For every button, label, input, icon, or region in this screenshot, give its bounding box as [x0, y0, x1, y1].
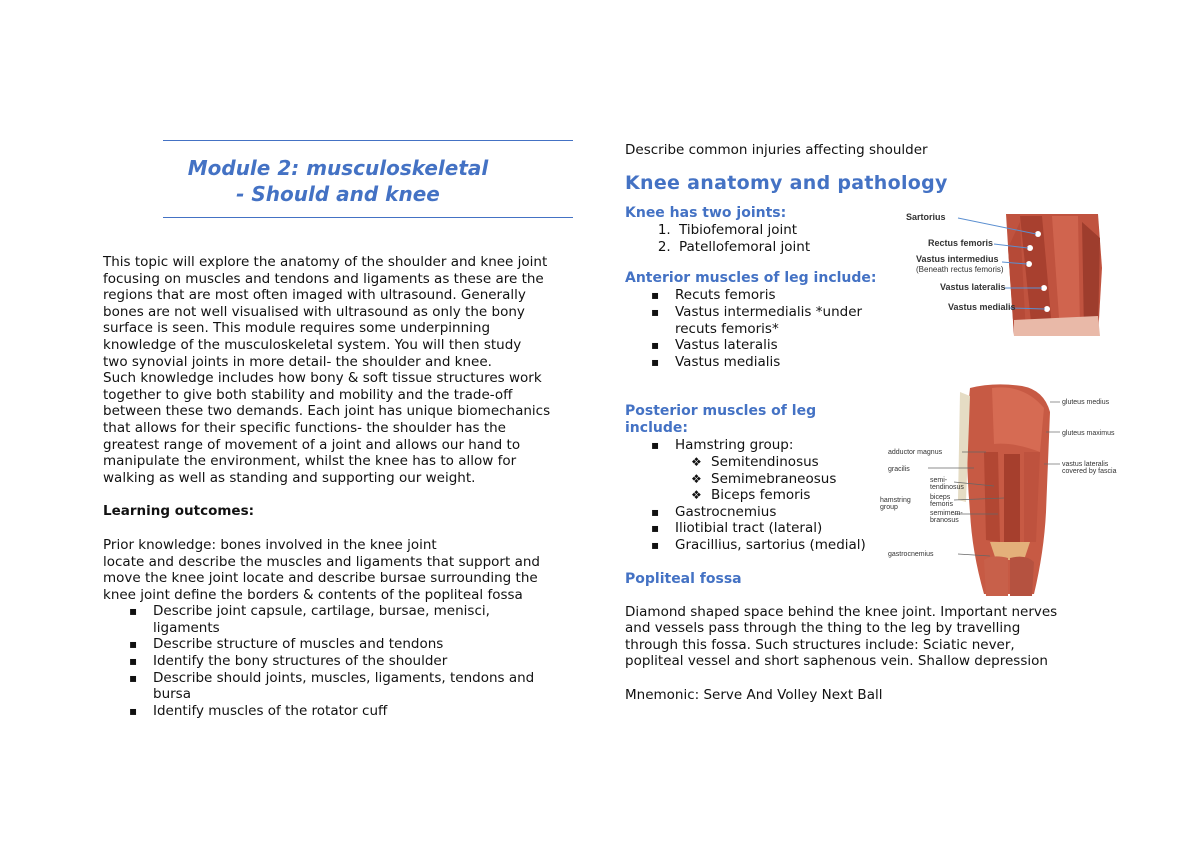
list-item: ❖ Biceps femoris: [711, 487, 1145, 504]
prior-knowledge-paragraph: [103, 537, 573, 603]
popliteal-line: through this fossa. Such structures include: Sciatic never,: [625, 636, 1015, 653]
popliteal-line: and vessels pass through the thing to the leg by travelling: [625, 620, 1021, 637]
intro-line: walking as well as standing and supporting our weight.: [103, 469, 476, 486]
figure-label: vastus lateralis: [1062, 461, 1109, 468]
figure-label: semi-: [930, 477, 948, 484]
figure-label: covered by fascia: [1062, 468, 1117, 475]
mnemonic-line: Mnemonic: Serve And Volley Next Ball: [625, 686, 883, 703]
list-item: ▪ Hamstring group:: [675, 437, 875, 454]
intro-line: greatest range of movement of a joint and allows our hand to: [103, 436, 521, 453]
title-line-1: Module 2: musculoskeletal: [187, 156, 489, 180]
title-top-rule: [163, 140, 573, 141]
list-item: ▪ Iliotibial tract (lateral): [675, 520, 875, 537]
list-item: ▪ Describe should joints, muscles, ligaments, tendons and bursa: [153, 670, 563, 703]
figure-label: semimem-: [930, 510, 963, 517]
list-item: ▪ Vastus medialis: [675, 354, 895, 371]
figure-label: femoris: [930, 501, 953, 508]
figure-label: (Beneath rectus femoris): [916, 265, 1004, 274]
figure-label: Vastus medialis: [948, 302, 1016, 312]
intro-line: two synovial joints in more detail- the shoulder and knee.: [103, 353, 492, 370]
list-item: 1. Tibiofemoral joint: [675, 222, 1145, 239]
anterior-muscles-heading: Anterior muscles of leg include:: [625, 270, 877, 287]
intro-line: surface is seen. This module requires some underpinning: [103, 320, 491, 337]
figure-label: gastrocnemius: [888, 551, 934, 558]
intro-line: that allows for their specific functions- the shoulder has the: [103, 419, 506, 436]
module-title: [103, 155, 573, 207]
popliteal-line: popliteal vessel and short saphenous vein. Shallow depression: [625, 653, 1048, 670]
list-item: ▪ Describe structure of muscles and tendons: [153, 636, 513, 653]
intro-line: This topic will explore the anatomy of the shoulder and knee joint: [103, 254, 548, 270]
intro-line: Such knowledge includes how bony & soft tissue structures work: [103, 370, 542, 387]
figure-label: branosus: [930, 517, 959, 524]
list-item: 2. Patellofemoral joint: [675, 239, 1145, 256]
figure-label: Sartorius: [906, 212, 946, 222]
list-item: ▪ Identify muscles of the rotator cuff: [153, 703, 513, 720]
prior-line: Prior knowledge: bones involved in the knee joint: [103, 536, 437, 553]
intro-paragraph: [103, 254, 573, 486]
intro-line: manipulate the environment, whilst the knee has to allow for: [103, 453, 517, 470]
figure-label: gluteus medius: [1062, 399, 1110, 406]
prior-line: knee joint define the borders & contents of the popliteal fossa: [103, 586, 523, 603]
posterior-muscles-heading: Posterior muscles of leg include:: [625, 403, 817, 437]
list-item: ▪ Vastus lateralis: [675, 337, 895, 354]
figure-label: group: [880, 504, 898, 511]
posterior-muscles-list: [625, 437, 875, 454]
title-bottom-rule: [163, 217, 573, 218]
list-item: ❖ Semimebraneosus: [711, 471, 1145, 488]
figure-label: tendinosus: [930, 484, 964, 491]
list-item: ▪ Gastrocnemius: [675, 504, 875, 521]
figure-label: Rectus femoris: [928, 238, 994, 248]
outcomes-list: [103, 603, 535, 719]
posterior-thigh-figure: [874, 382, 1124, 604]
left-column: [103, 140, 573, 719]
list-item: ▪ Describe joint capsule, cartilage, bursae, menisci, ligaments: [153, 603, 513, 636]
anterior-thigh-figure: [902, 208, 1118, 340]
figure-label: Vastus lateralis: [940, 282, 1006, 292]
list-item: ▪ Vastus intermedialis *under recuts femoris*: [675, 304, 895, 337]
describe-injuries-line: Describe common injuries affecting shoulder: [625, 142, 928, 158]
knee-section-heading: Knee anatomy and pathology: [625, 171, 948, 194]
joints-heading: Knee has two joints:: [625, 205, 787, 222]
popliteal-line: Diamond shaped space behind the knee joint. Important nerves: [625, 603, 1058, 620]
title-line-2: - Should and knee: [236, 182, 440, 206]
learning-outcomes-heading: Learning outcomes:: [103, 503, 255, 520]
popliteal-paragraph: [625, 604, 1145, 670]
intro-line: regions that are most often imaged with ultrasound. Generally: [103, 287, 526, 304]
figure-label: adductor magnus: [888, 449, 943, 456]
list-item: ▪ Recuts femoris: [675, 287, 895, 304]
posterior-other-list: [625, 504, 875, 554]
figure-label: gluteus maximus: [1062, 430, 1115, 437]
prior-line: move the knee joint locate and describe bursae surrounding the: [103, 570, 538, 587]
prior-line: locate and describe the muscles and ligaments that support and: [103, 553, 540, 570]
intro-line: focusing on muscles and tendons and ligaments as these are the: [103, 270, 544, 287]
figure-label: Vastus intermedius: [916, 254, 999, 264]
list-item: ❖ Semitendinosus: [711, 454, 1145, 471]
popliteal-heading: Popliteal fossa: [625, 570, 742, 587]
figure-label: gracilis: [888, 466, 910, 473]
intro-line: between these two demands. Each joint has unique biomechanics: [103, 403, 551, 420]
figure-label: biceps: [930, 494, 951, 501]
anterior-muscles-list: [625, 287, 895, 370]
intro-line: together to give both stability and mobility and the trade-off: [103, 386, 513, 403]
list-item: ▪ Identify the bony structures of the shoulder: [153, 653, 513, 670]
intro-line: bones are not well visualised with ultrasound as only the bony: [103, 303, 525, 320]
list-item: ▪ Gracillius, sartorius (medial): [675, 537, 875, 554]
figure-label: hamstring: [880, 497, 911, 504]
intro-line: knowledge of the musculoskeletal system. You will then study: [103, 336, 522, 353]
